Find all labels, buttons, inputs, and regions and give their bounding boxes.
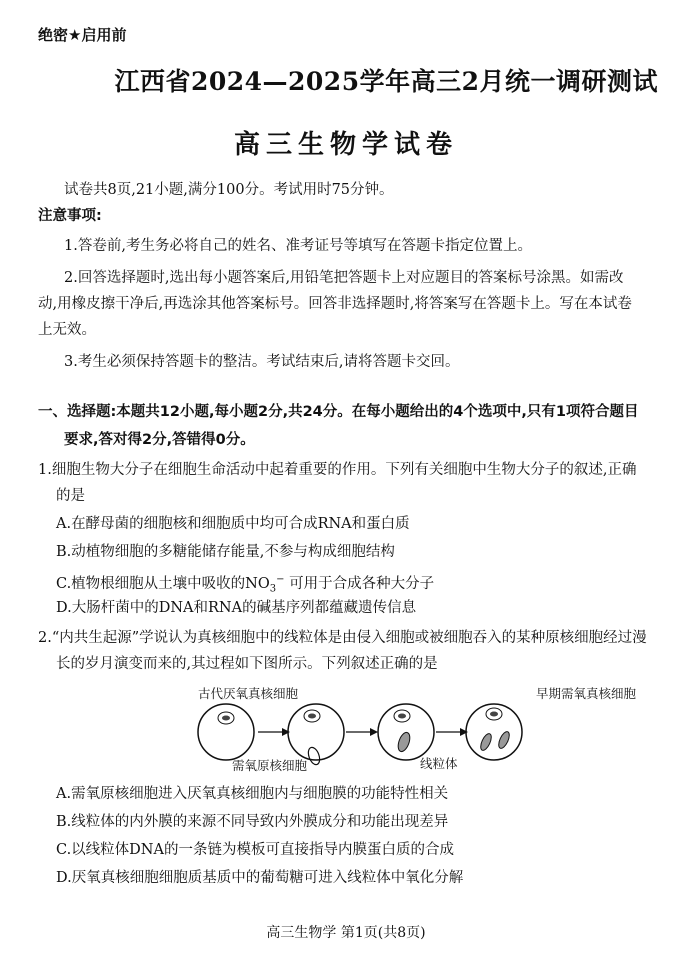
confidential-mark: 绝密★启用前 — [38, 26, 127, 44]
label-early-cell: 早期需氧真核细胞 — [536, 686, 637, 701]
notice-item-1: 1.答卷前,考生务必将自己的姓名、准考证号等填写在答题卡指定位置上。 — [64, 238, 532, 254]
cell-stage-4 — [466, 704, 522, 760]
section-heading-line1: 一、选择题:本题共12小题,每小题2分,共24分。在每小题给出的4个选项中,只有1项符合题目 — [38, 404, 639, 420]
label-ancient-cell: 古代厌氧真核细胞 — [198, 686, 299, 701]
q2-stem-line2: 长的岁月演变而来的,其过程如下图所示。下列叙述正确的是 — [56, 656, 438, 672]
section-heading-line2: 要求,答对得2分,答错得0分。 — [64, 432, 255, 448]
intro-text: 试卷共8页,21小题,满分100分。考试用时75分钟。 — [64, 182, 394, 198]
q2-option-a: A.需氧原核细胞进入厌氧真核细胞内与细胞膜的功能特性相关 — [56, 786, 449, 802]
notice-item-2-line2: 动,用橡皮擦干净后,再选涂其他答案标号。回答非选择题时,将答案写在答题卡上。写在本试卷 — [38, 296, 632, 312]
cell-stage-2 — [288, 704, 344, 766]
label-aerobic-prokaryote: 需氧原核细胞 — [232, 758, 308, 773]
notice-title: 注意事项: — [38, 208, 102, 224]
q1-option-c-prefix: C.植物根细胞从土壤中吸收的NO — [56, 575, 270, 592]
cell-stage-1 — [198, 704, 254, 760]
notice-item-2-line1: 2.回答选择题时,选出每小题答案后,用铅笔把答题卡上对应题目的答案标号涂黑。如需改 — [64, 270, 624, 286]
q2-stem-line1: 2.“内共生起源”学说认为真核细胞中的线粒体是由侵入细胞或被细胞吞入的某种原核细胞经过漫 — [38, 630, 647, 646]
q2-option-d: D.厌氧真核细胞细胞质基质中的葡萄糖可进入线粒体中氧化分解 — [56, 870, 464, 886]
label-mitochondrion: 线粒体 — [420, 756, 458, 771]
q1-option-c-sup: − — [276, 574, 285, 585]
notice-item-2-line3: 上无效。 — [38, 322, 96, 338]
q1-option-c-suffix: 可用于合成各种大分子 — [289, 575, 435, 592]
q2-option-c: C.以线粒体DNA的一条链为模板可直接指导内膜蛋白质的合成 — [56, 842, 454, 858]
notice-item-3: 3.考生必须保持答题卡的整洁。考试结束后,请将答题卡交回。 — [64, 354, 460, 370]
q1-option-d: D.大肠杆菌中的DNA和RNA的碱基序列都蕴藏遗传信息 — [56, 600, 417, 616]
page-footer: 高三生物学 第1页(共8页) — [266, 925, 426, 941]
endosymbiosis-diagram — [190, 696, 530, 780]
q2-option-b: B.线粒体的内外膜的来源不同导致内外膜成分和功能出现差异 — [56, 814, 449, 830]
q1-stem-line2: 的是 — [56, 488, 85, 504]
cell-stage-3 — [378, 704, 434, 760]
exam-title: 江西省2024—2025学年高三2月统一调研测试 — [114, 67, 658, 96]
q1-option-c-sub: 3 — [269, 583, 277, 595]
arrow-2-head — [370, 728, 378, 736]
q1-stem-line1: 1.细胞生物大分子在细胞生命活动中起着重要的作用。下列有关细胞中生物大分子的叙述,正确 — [38, 462, 637, 478]
q1-option-b: B.动植物细胞的多糖能储存能量,不参与构成细胞结构 — [56, 544, 395, 560]
q1-option-a: A.在酵母菌的细胞核和细胞质中均可合成RNA和蛋白质 — [56, 516, 410, 532]
subject-title: 高三生物学试卷 — [233, 130, 458, 160]
